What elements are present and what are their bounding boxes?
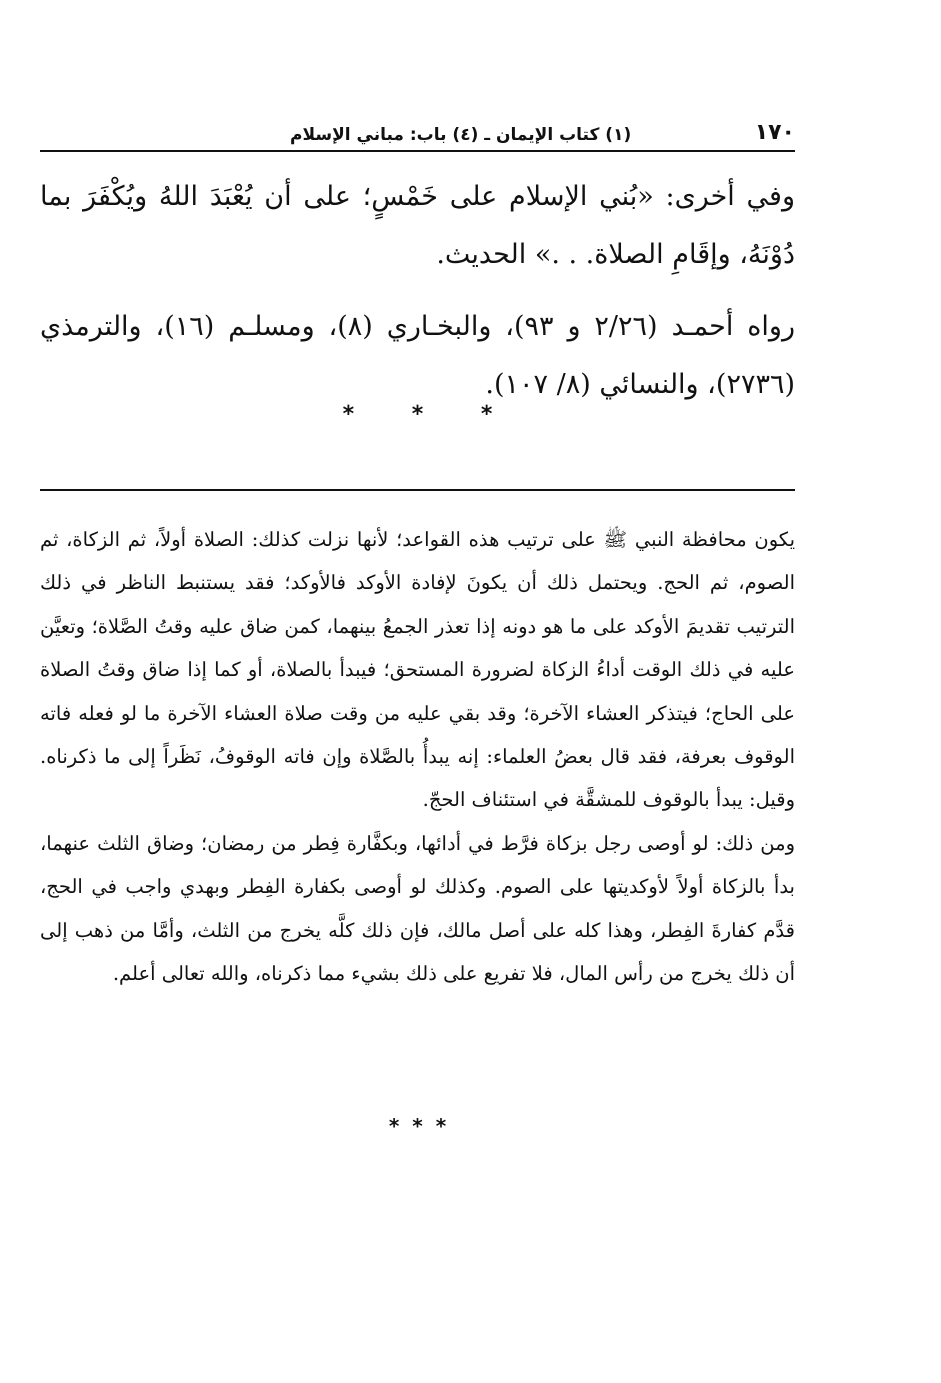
section-separator-top: * * * (342, 402, 493, 427)
hadith-citation: رواه أحمـد (٢/٢٦ و ٩٣)، والبخـاري (٨)، ومسلـم (١٦)، والترمذي (٢٧٣٦)، والنسائي (٨/ ١٠٧). (40, 311, 795, 400)
running-title: (١) كتاب الإيمان ـ (٤) باب: مباني الإسلام (290, 125, 632, 145)
hadith-variant-text: وفي أخرى: «بُني الإسلام على خَمْسٍ؛ على أن يُعْبَدَ اللهُ ويُكْفَرَ بما دُوْنَهُ، وإقَامِ الصلاة. . .» الحديث. (40, 181, 795, 270)
header-rule (40, 150, 795, 152)
book-page (40, 0, 795, 1383)
running-header (40, 116, 795, 146)
commentary-paragraph-1: يكون محافظة النبي ﷺ على ترتيب هذه القواعد؛ لأنها نزلت كذلك: الصلاة أولاً، ثم الزكاة، ثم الصوم، ثم الحج. ويحتمل ذلك أن يكونَ لإفادة الأوكد فالأوكد؛ فقد يستنبط الناظر في ذلك الترتيب تقديمَ الأوكد على ما هو دونه إذا تعذر الجمعُ بينهما، كمن ضاق عليه وقتُ الصَّلاة؛ وتعيَّن عليه في ذلك الوقت أداءُ الزكاة لضرورة المستحق؛ فيبدأ بالصلاة، أو كما إذا ضاق وقتُ الصلاة على الحاج؛ فيتذكر العشاء الآخرة؛ وقد بقي عليه من وقت صلاة العشاء الآخرة ما لو فعله فاته الوقوف بعرفة، فقد قال بعضُ العلماء: إنه يبدأُ بالصَّلاة وإن فاته الوقوفُ، نَظَراً إلى ما ذكرناه. وقيل: يبدأ بالوقوف للمشقَّة في استئناف الحجّ. (40, 528, 795, 812)
commentary-paragraph-2: ومن ذلك: لو أوصى رجل بزكاة فرَّط في أدائها، وبكفَّارة فِطر من رمضان؛ وضاق الثلث عنهما، بدأ بالزكاة أولاً لأوكديتها على الصوم. وكذلك لو أوصى بكفارة الفِطر وبهدي واجب في الحج، قدَّم كفارةَ الفِطر، وهذا كله على أصل مالك، فإن ذلك كلَّه يخرج من الثلث، وأمَّا من ذهب إلى أن ذلك يخرج من رأس المال، فلا تفريع على ذلك بشيء مما ذكرناه، والله تعالى أعلم. (40, 831, 795, 986)
page-number: ١٧٠ (754, 120, 795, 145)
commentary-block (40, 518, 795, 995)
commentary-rule (40, 489, 795, 491)
hadith-text-block (40, 168, 795, 414)
section-separator-bottom: * * * (388, 1114, 447, 1138)
